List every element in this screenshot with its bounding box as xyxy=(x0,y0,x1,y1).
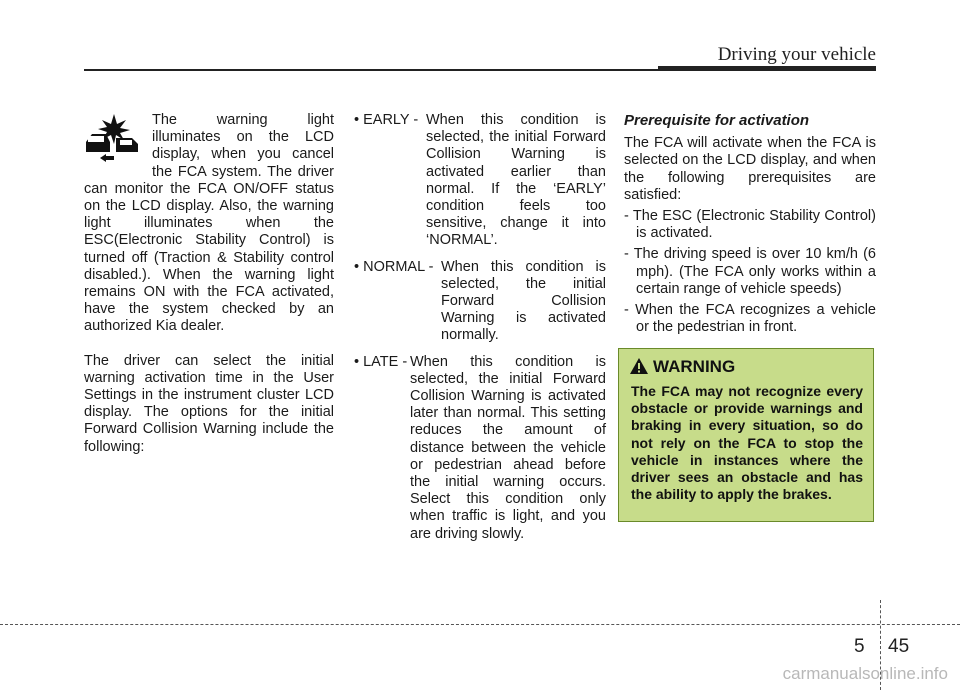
page-number: 45 xyxy=(888,636,910,657)
option-late xyxy=(354,354,606,543)
prerequisite-item: - The ESC (Electronic Stability Control) is activated. xyxy=(624,208,876,242)
prerequisite-intro: The FCA will activate when the FCA is selected on the LCD display, and when the following prerequisites are satisfied: xyxy=(624,135,876,203)
warning-box xyxy=(618,348,874,522)
column-1 xyxy=(84,112,334,456)
column-3 xyxy=(624,112,876,336)
header-rule-accent xyxy=(658,66,876,71)
fca-warning-icon xyxy=(84,112,146,162)
option-early xyxy=(354,112,606,250)
warning-heading xyxy=(629,357,735,377)
option-label: • LATE - xyxy=(354,353,408,370)
header-title: Driving your vehicle xyxy=(717,44,876,65)
option-description: When this condition is selected, the initial Forward Collision Warning is activated later than normal. This setting reduces the amount of distance between the vehicle or pedestrian ahead before the initial warning occurs. Select this condition only when traffic is light, and you are driving slowly. xyxy=(410,353,606,542)
option-normal xyxy=(354,259,606,345)
option-label: • EARLY - xyxy=(354,112,419,128)
option-description: When this condition is selected, the initial Forward Collision Warning is activated normally. xyxy=(441,258,606,344)
option-description: When this condition is selected, the initial Forward Collision Warning is activated earlier than normal. If the ‘EARLY’ condition feels too sensitive, change it into ‘NORMAL’. xyxy=(426,112,606,249)
footer-rule xyxy=(0,624,960,625)
option-label: • NORMAL - xyxy=(354,258,434,275)
prerequisite-item: - When the FCA recognizes a vehicle or the pedestrian in front. xyxy=(624,302,876,336)
warning-title: WARNING xyxy=(653,357,736,376)
watermark: carmanualsonline.info xyxy=(782,664,948,683)
chapter-number: 5 xyxy=(854,636,865,657)
column-2 xyxy=(354,112,606,552)
prerequisite-item: - The driving speed is over 10 km/h (6 mph). (The FCA only works within a certain range of vehicle speeds) xyxy=(624,246,876,297)
warning-text: The FCA may not recognize every obstacle or provide warnings and braking in every situation, so do not rely on the FCA to stop the vehicle in instances where the driver sees an obstacle and has the ability to apply the brakes. xyxy=(631,383,863,503)
fca-status-paragraph: The warning light illuminates on the LCD display, when you cancel the FCA system. The driver can monitor the FCA ON/OFF status on the LCD display. Also, the warning light illuminates when the ESC(Electronic Stability Control) is turned off (Traction & Stability control disabled.). When the warning light remains ON with the FCA activated, have the system checked by an authorized Kia dealer. xyxy=(84,112,334,335)
warning-timing-paragraph: The driver can select the initial warning activation time in the User Settings in the instrument cluster LCD display. The options for the initial Forward Collision Warning include the following: xyxy=(84,352,334,455)
warning-triangle-icon xyxy=(629,357,649,375)
prerequisite-heading: Prerequisite for activation xyxy=(624,112,810,129)
